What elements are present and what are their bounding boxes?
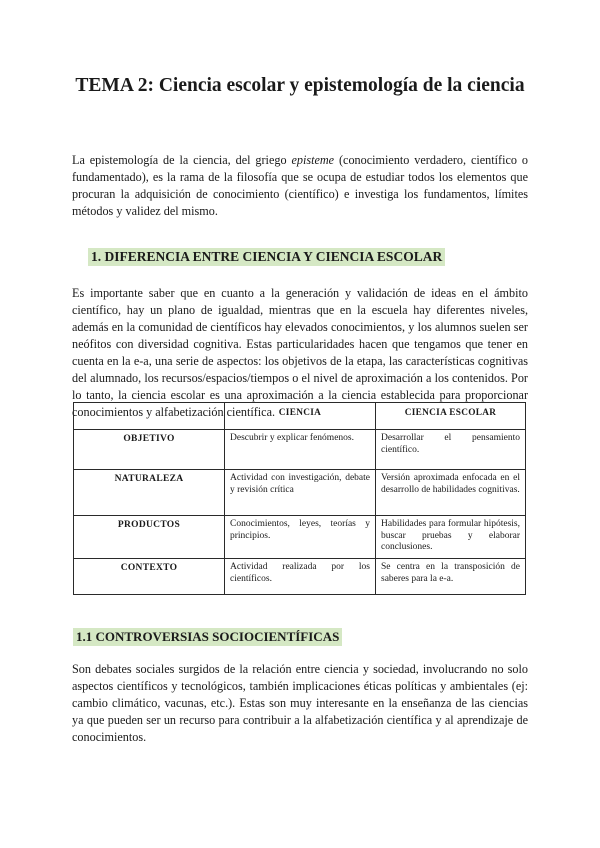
ciencia-cell: Descubrir y explicar fenómenos. (225, 430, 376, 470)
section-1-paragraph: Es importante saber que en cuanto a la generación y validación de ideas en el ámbito científico, hay un plano de igualdad, mientras que en la escuela hay diferentes niveles, además en la comunidad de científicos hay elevados conocimientos, y los alumnos suelen ser neófitos con diversidad cognitiva. Estas particularidades hacen que tengamos que tener en cuenta en la e-a, una serie de aspectos: los objetivos de la etapa, las características cognitivas del alumnado, los recursos/espacios/tiempos o el nivel de aproximación a los contenidos. Por lo tanto, la ciencia escolar es una aproximación a la ciencia establecida para proporcionar conocimientos y alfabetización científica. (72, 286, 528, 419)
ciencia-escolar-cell: Se centra en la transposición de saberes para la e-a. (376, 559, 526, 595)
table-header-empty (74, 403, 225, 430)
ciencia-cell: Actividad realizada por los científicos. (225, 559, 376, 595)
table-row (74, 559, 526, 595)
intro-term: episteme (291, 153, 335, 167)
section-1-heading: 1. DIFERENCIA ENTRE CIENCIA Y CIENCIA ESCOLAR (88, 248, 445, 266)
intro-paragraph (72, 152, 528, 220)
table-row (74, 516, 526, 559)
table-header-row (74, 403, 526, 430)
row-label: CONTEXTO (74, 559, 225, 595)
ciencia-cell: Actividad con investigación, debate y revisión crítica (225, 470, 376, 516)
ciencia-escolar-cell: Desarrollar el pensamiento científico. (376, 430, 526, 470)
intro-text-end: (conocimiento verdadero, científico o fundamentado), es la rama de la filosofía que se ocupa de estudiar todos los elementos que procuran la adquisición de conocimiento (científico) e investiga los fundamentos, límites métodos y validez del mismo. (72, 153, 528, 218)
row-label: NATURALEZA (74, 470, 225, 516)
intro-text-start: La epistemología de la ciencia, del griego (72, 153, 292, 167)
page-title: TEMA 2: Ciencia escolar y epistemología de la ciencia (75, 75, 525, 96)
table-row (74, 430, 526, 470)
section-1-1-heading: 1.1 CONTROVERSIAS SOCIOCIENTÍFICAS (73, 628, 342, 646)
section-1-1-paragraph: Son debates sociales surgidos de la relación entre ciencia y sociedad, involucrando no solo aspectos científicos y tecnológicos, también implicaciones éticas políticas y ambientales (ej: cambio climático, vacunas, etc.). Estas son muy interesante en la enseñanza de las ciencias ya que pueden ser un recurso para contribuir a la alfabetización científica y al aprendizaje de conocimientos. (72, 662, 528, 744)
row-label: PRODUCTOS (74, 516, 225, 559)
ciencia-escolar-cell: Versión aproximada enfocada en el desarrollo de habilidades cognitivas. (376, 470, 526, 516)
ciencia-cell: Conocimientos, leyes, teorías y principios. (225, 516, 376, 559)
ciencia-escolar-cell: Habilidades para formular hipótesis, buscar pruebas y elaborar conclusiones. (376, 516, 526, 559)
table-header-ciencia: CIENCIA (225, 403, 376, 430)
comparison-table (73, 402, 526, 595)
table-header-ciencia-escolar: CIENCIA ESCOLAR (376, 403, 526, 430)
row-label: OBJETIVO (74, 430, 225, 470)
table-row (74, 470, 526, 516)
